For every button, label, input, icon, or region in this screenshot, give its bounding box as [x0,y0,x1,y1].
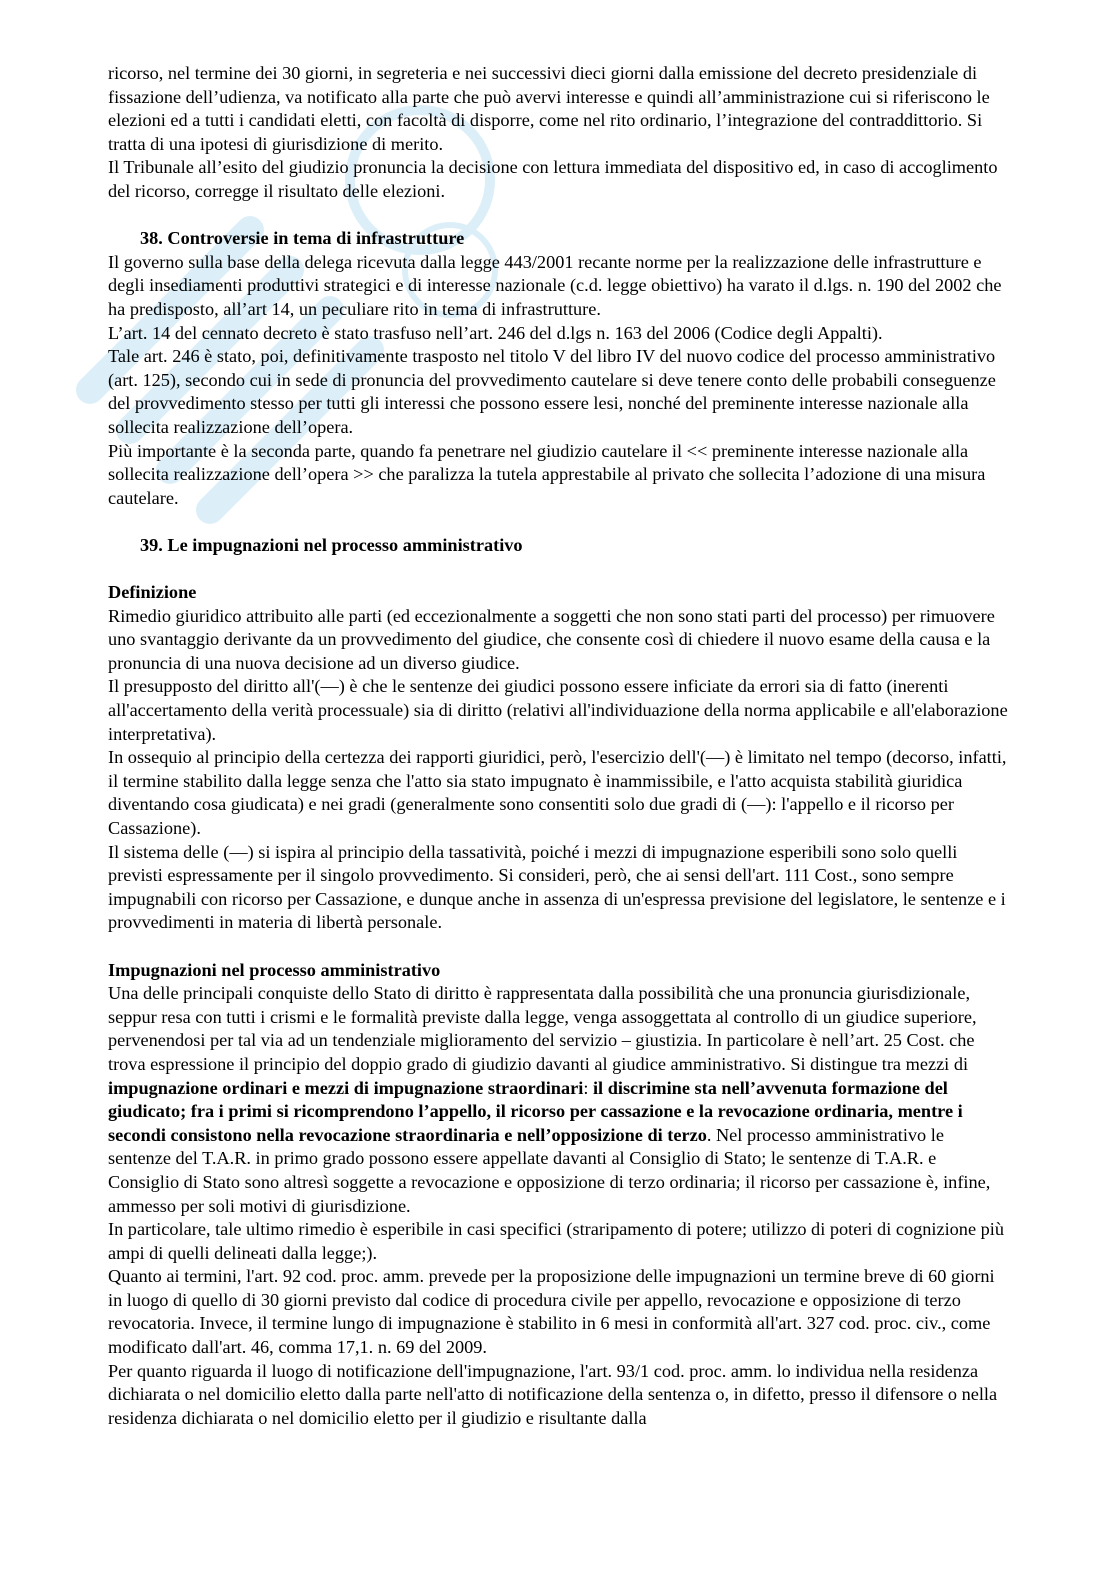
impugnazioni-paragraph-2: In particolare, tale ultimo rimedio è esperibile in casi specifici (straripamento di potere; utilizzo di poteri di cognizione più ampi di quelli delineati dalla legge;). [108,1219,1004,1263]
impugnazioni-paragraph-4: Per quanto riguarda il luogo di notificazione dell'impugnazione, l'art. 93/1 cod. proc. amm. lo individua nella residenza dichiarata o nel domicilio eletto dalla parte nell'atto di notificazione della sentenza o, in difetto, presso il difensore o nella residenza dichiarata o nel domicilio eletto per il giudizio e risultante dalla [108,1360,998,1428]
section-39-title: 39. Le impugnazioni nel processo amministrativo [140,534,523,555]
section-38-title: 38. Controversie in tema di infrastrutture [140,228,465,249]
intro-paragraph-1: ricorso, nel termine dei 30 giorni, in segreteria e nei successivi dieci giorni dalla emissione del decreto presidenziale di fissazione dell’udienza, va notificato alla parte che può avervi interesse e quindi all’amministrazione cui si riferiscono le elezioni ed a tutti i candidati eletti, con facoltà di disporre, come nel rito ordinario, l’integrazione del contraddittorio. Si tratta di una ipotesi di giurisdizione di merito. [108,63,990,154]
definizione-paragraph-3: In ossequio al principio della certezza dei rapporti giuridici, però, l'esercizio dell'(—) è limitato nel tempo (decorso, infatti, il termine stabilito dalla legge senza che l'atto sia stato impugnato è inammissibile, e l'atto acquista stabilità giuridica diventando cosa giudicata) e nei gradi (generalmente sono consentiti solo due gradi di (—): l'appello e il ricorso per Cassazione). [108,747,1007,838]
text-run: Una delle principali conquiste dello Stato di diritto è rappresentata dalla possibilità che una pronuncia giurisdizionale, seppur resa con tutti i crismi e le formalità previste dalla legge, venga assoggettata al controllo di un giudice superiore, pervenendosi per tal via ad un tendenziale miglioramento del servizio – giustizia. In particolare è nell’art. 25 Cost. che trova espressione il principio del doppio grado di giudizio davanti al giudice amministrativo. Si distingue tra mezzi di [108,983,977,1074]
definizione-paragraph-1: Rimedio giuridico attribuito alle parti (ed eccezionalmente a soggetti che non sono stati parti del processo) per rimuovere uno svantaggio derivante da un provvedimento del giudice, che consente così di chiedere il nuovo esame della causa e la pronuncia di una nuova decisione ad un diverso giudice. [108,605,995,673]
impugnazioni-paragraph-3: Quanto ai termini, l'art. 92 cod. proc. amm. prevede per la proposizione delle impugnazioni un termine breve di 60 giorni in luogo di quello di 30 giorni previsto dal codice di procedura civile per appello, revocazione e opposizione di terzo revocatoria. Invece, il termine lungo di impugnazione è stabilito in 6 mesi in conformità all'art. 327 cod. proc. civ., come modificato dall'art. 46, comma 17,1. n. 69 del 2009. [108,1266,995,1358]
text-run: : [583,1077,593,1098]
bold-text-run: il discrimine sta nell’avvenuta formazione del giudicato; fra i primi si ricomprendono l’appello, il ricorso per cassazione e la revocazione ordinaria, mentre i secondi consistono nella revocazione straordinaria e nell’opposizione di terzo [108,1077,963,1145]
section-38-paragraph-2: L’art. 14 del cennato decreto è stato trasfuso nell’art. 246 del d.lgs n. 163 del 2006 (Codice degli Appalti). [108,322,883,343]
section-38-paragraph-3: Tale art. 246 è stato, poi, definitivamente trasposto nel titolo V del libro IV del nuovo codice del processo amministrativo (art. 125), secondo cui in sede di pronuncia del provvedimento cautelare si deve tenere conto delle probabili conseguenze del provvedimento stesso per tutti gli interessi che possono essere lesi, nonché del preminente interesse nazionale alla sollecita realizzazione dell’opera. [108,346,996,437]
document-page [108,62,1008,1430]
section-38-paragraph-4: Più importante è la seconda parte, quando fa penetrare nel giudizio cautelare il << preminente interesse nazionale alla sollecita realizzazione dell’opera >> che paralizza la tutela apprestabile al privato che sollecita l’adozione di una misura cautelare. [108,440,986,508]
definizione-paragraph-2: Il presupposto del diritto all'(—) è che le sentenze dei giudici possono essere inficiate da errori sia di fatto (inerenti all'accertamento della verità processuale) sia di diritto (relativi all'individuazione della norma applicabile e all'elaborazione interpretativa). [108,676,1008,744]
section-38-paragraph-1: Il governo sulla base della delega ricevuta dalla legge 443/2001 recante norme per la realizzazione delle infrastrutture e degli insediamenti produttivi strategici e di interesse nazionale (c.d. legge obiettivo) ha varato il d.lgs. n. 190 del 2002 che ha predisposto, all’art 14, un peculiare rito in tema di infrastrutture. [108,251,1002,319]
definizione-paragraph-4: Il sistema delle (—) si ispira al principio della tassatività, poiché i mezzi di impugnazione esperibili sono solo quelli previsti espressamente per il singolo provvedimento. Si consideri, però, che ai sensi dell'art. 111 Cost., sono sempre impugnabili con ricorso per Cassazione, e dunque anche in assenza di un'espressa previsione del legislatore, le sentenze e i provvedimenti in materia di libertà personale. [108,841,1006,933]
intro-paragraph-2: Il Tribunale all’esito del giudizio pronuncia la decisione con lettura immediata del dispositivo ed, in caso di accoglimento del ricorso, corregge il risultato delle elezioni. [108,157,998,201]
impugnazioni-heading: Impugnazioni nel processo amministrativo [108,959,441,980]
bold-text-run: impugnazione ordinari e mezzi di impugnazione straordinari [108,1077,584,1098]
impugnazioni-paragraph-1 [108,982,1008,1218]
definizione-heading: Definizione [108,582,197,603]
text-run: . Nel processo amministrativo le sentenze del T.A.R. in primo grado possono essere appellate davanti al Consiglio di Stato; le sentenze di T.A.R. e Consiglio di Stato sono altresì soggette a revocazione e opposizione di terzo ordinaria; il ricorso per cassazione è, infine, ammesso per soli motivi di giurisdizione. [108,1124,991,1216]
